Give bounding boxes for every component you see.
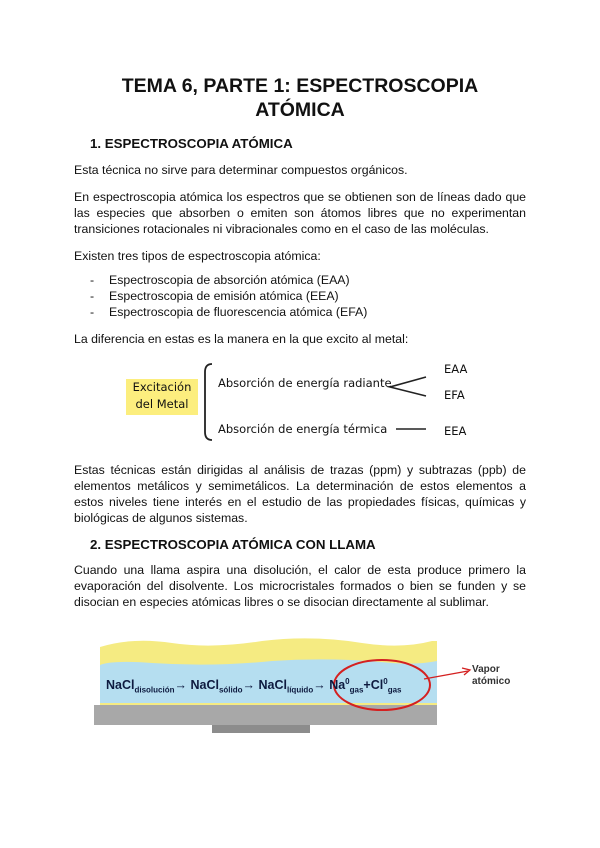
species-na-gas: Na [329,678,346,693]
section-2-heading: 2. ESPECTROSCOPIA ATÓMICA CON LLAMA [90,537,376,552]
efa-label: EFA [444,388,465,402]
list-item: - Espectroscopia de absorción atómica (EAA) [90,272,367,288]
species-subscript: disolución [134,685,175,695]
paragraph-types-intro: Existen tres tipos de espectroscopia atómica: [74,249,321,263]
page-title [0,74,600,122]
radiant-energy-label: Absorción de energía radiante [218,376,392,390]
paragraph-difference: La diferencia en estas es la manera en la que excito al metal: [74,332,409,346]
thermal-energy-label: Absorción de energía térmica [218,422,388,436]
paragraph-traces: Estas técnicas están dirigidas al análisis de trazas (ppm) y subtrazas (ppb) de elementos metálicos y semimetálicos. La determinación de estos elementos a estos niveles tiene interés en el estudio de las propiedades físicas, químicas y biológicas de algunos sistemas. [74,463,526,525]
arrow: → [242,678,256,693]
vapor-label-line-2: atómico [472,676,511,687]
species-superscript: 0 [345,677,350,686]
paragraph-intro: Esta técnica no sirve para determinar compuestos orgánicos. [74,163,408,177]
species-subscript: gas [387,685,402,695]
species-superscript: 0 [383,677,388,686]
species-nacl-liquid: NaCl [258,678,287,693]
burner-base [94,705,437,725]
species-nacl-solid: NaCl [190,678,219,693]
list-item: - Espectroscopia de fluorescencia atómica (EFA) [90,304,367,320]
burner-stem [212,725,310,733]
excitation-diagram [126,360,486,444]
paragraph-flame: Cuando una llama aspira una disolución, el calor de esta produce primero la evaporación del disolvente. Los microcristales formados o bien se funden y se disocian en especies atómicas libres o se disocian directamente al sublimar. [74,563,526,609]
title-line-2: ATÓMICA [255,99,345,121]
vapor-label [472,664,510,688]
species-cl-gas: Cl [370,678,384,693]
spectroscopy-types-list [90,272,367,320]
excitation-label-line-2: del Metal [135,397,189,411]
arrow: → [174,678,187,693]
species-nacl-dissolution: NaCl [106,678,135,693]
eaa-label: EAA [444,362,468,376]
list-item: - Espectroscopia de emisión atómica (EEA) [90,288,367,304]
section-1-heading: 1. ESPECTROSCOPIA ATÓMICA [90,136,293,151]
species-subscript: gas [349,685,364,695]
vapor-label-line-1: Vapor [472,664,500,675]
reaction-equation [106,677,401,695]
paragraph-line-spectra: En espectroscopia atómica los espectros que se obtienen son de líneas dado que las especies que absorben o emiten son átomos libres que no experimentan transiciones rotacionales ni vibracionales como en el caso de las moléculas. [74,190,526,236]
branch-arrow [390,377,426,396]
title-line-1: TEMA 6, PARTE 1: ESPECTROSCOPIA [121,75,479,97]
excitation-label-line-1: Excitación [132,380,192,394]
arrow: → [313,678,326,693]
species-subscript: sólido [218,685,243,695]
species-subscript: líquido [286,685,314,695]
brace [205,364,212,440]
eea-label: EEA [444,424,467,438]
plus-sign: + [363,678,371,693]
